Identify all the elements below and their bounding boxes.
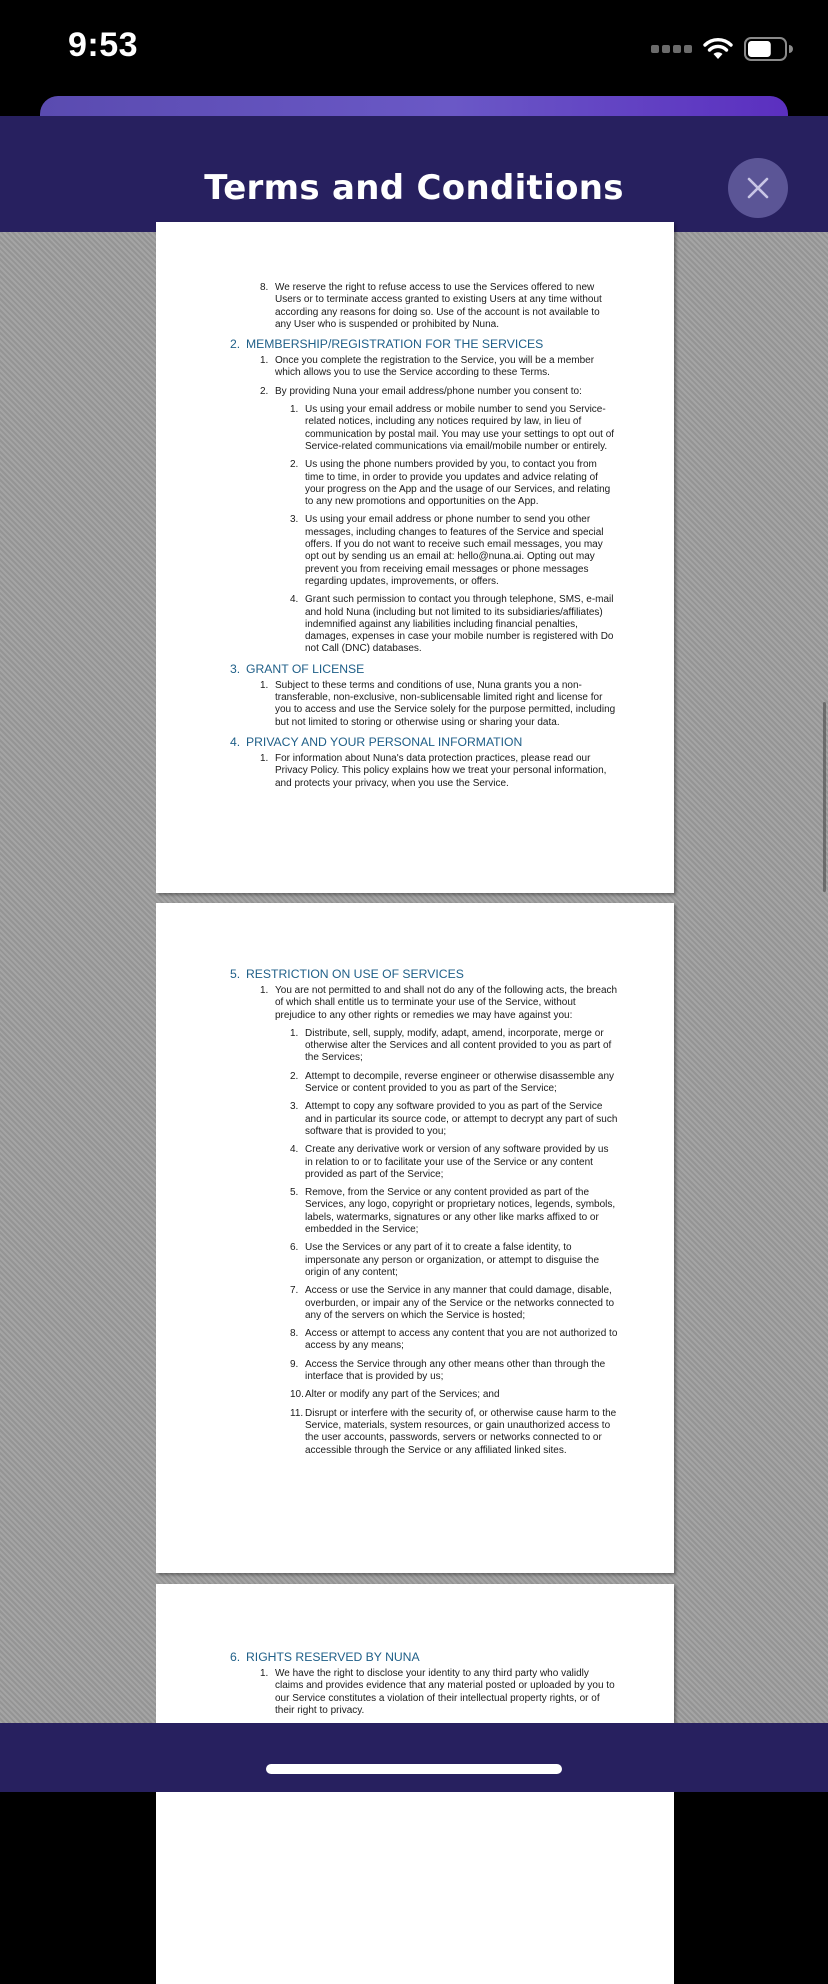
section-number: 4. bbox=[230, 734, 241, 749]
list-item-number: 1. bbox=[260, 752, 269, 764]
modal-header bbox=[0, 116, 828, 232]
document-viewer[interactable] bbox=[0, 232, 828, 1723]
list-item-text: Distribute, sell, supply, modify, adapt, amend, incorporate, merge or otherwise alter the Services and all content provided to you as part of the Services; bbox=[305, 1027, 612, 1064]
bottom-bar bbox=[0, 1723, 828, 1792]
list-item bbox=[290, 1285, 618, 1322]
list-item bbox=[290, 1408, 618, 1457]
list-item bbox=[290, 1071, 618, 1096]
list-item bbox=[260, 753, 618, 790]
list-item-number: 1. bbox=[260, 1668, 269, 1679]
list-item bbox=[260, 355, 618, 380]
list-item-number: 4. bbox=[290, 1144, 299, 1156]
list-item-text: Use the Services or any part of it to create a false identity, to impersonate any person or organization, or attempt to disguise the origin of any content; bbox=[305, 1242, 600, 1278]
list-item bbox=[290, 1389, 618, 1401]
list-item-text: Us using the phone numbers provided by you, to contact you from time to time, in order to provide you updates and advice relating of your progress on the App and the usage of our Services, and relating to any new promotions and opportunities on the App. bbox=[305, 459, 611, 508]
list-item-text: Subject to these terms and conditions of use, Nuna grants you a non-transferable, non-exclusive, non-sublicensable limited right and license for you to access and use the Service solely for the purpose permitted, including but not limited to storing or otherwise using or sharing your data. bbox=[275, 679, 616, 728]
list-item-number: 1. bbox=[260, 679, 269, 691]
list-item-text: We reserve the right to refuse access to use the Services offered to new Users or to terminate access granted to existing Users at any time without according any reasons for doing so. Use of the account is not available to any User who is suspended or prohibited by Nuna. bbox=[275, 282, 602, 330]
list-item-text: Attempt to decompile, reverse engineer or otherwise disassemble any Service or content provided to you as part of the Service; bbox=[305, 1070, 615, 1095]
list-item-text: By providing Nuna your email address/phone number you consent to: bbox=[275, 385, 582, 397]
list-item-text: Grant such permission to contact you through telephone, SMS, e-mail and hold Nuna (including but not limited to its subsidiaries/affiliates) indemnified against any liabilities including financial penalties, damages, expenses in case your mobile number is registered with Do not Call (DNC) databases. bbox=[305, 594, 614, 655]
list-item-text: Access the Service through any other means other than through the interface that is provided by us; bbox=[305, 1358, 606, 1383]
list-item-number: 10. bbox=[290, 1389, 304, 1401]
list-item bbox=[290, 1101, 618, 1138]
cellular-signal-icon bbox=[651, 45, 692, 53]
home-indicator[interactable] bbox=[266, 1764, 562, 1774]
list-item-text: Access or attempt to access any content that you are not authorized to access by any means; bbox=[305, 1328, 618, 1352]
list-item bbox=[290, 594, 618, 655]
list-item-number: 7. bbox=[290, 1285, 299, 1297]
section-heading bbox=[230, 967, 618, 981]
list-item-number: 3. bbox=[290, 514, 299, 526]
section-title: MEMBERSHIP/REGISTRATION FOR THE SERVICES bbox=[246, 337, 544, 352]
list-item-number: 8. bbox=[290, 1328, 299, 1340]
list-item bbox=[260, 282, 618, 331]
page-1-content bbox=[230, 282, 618, 796]
page-2-content bbox=[230, 961, 618, 1463]
section-heading bbox=[230, 337, 618, 351]
list-item-text: Remove, from the Service or any content provided as part of the Services, any logo, copyright or proprietary notices, legends, symbols, labels, watermarks, signatures or any other like marks affixed to or embedded in the Service; bbox=[305, 1187, 616, 1236]
section-title: RIGHTS RESERVED BY NUNA bbox=[246, 1650, 420, 1664]
document-page-1 bbox=[156, 222, 674, 893]
list-item-text: Disrupt or interfere with the security of, or otherwise cause harm to the Service, materials, system resources, or gain unauthorized access to the user accounts, passwords, servers or networks connected to or accessible through the Service or any affiliated linked sites. bbox=[305, 1407, 617, 1456]
list-item-text: You are not permitted to and shall not do any of the following acts, the breach of which shall entitle us to terminate your use of the Service, without prejudice to any other rights or remedies we may have against you: bbox=[275, 985, 618, 1021]
list-item-number: 6. bbox=[290, 1242, 299, 1254]
list-item bbox=[290, 1359, 618, 1384]
list-item bbox=[290, 1028, 618, 1065]
list-item bbox=[290, 1144, 618, 1181]
section-number: 5. bbox=[230, 967, 241, 981]
list-item bbox=[290, 514, 618, 588]
page-title: Terms and Conditions bbox=[204, 168, 624, 208]
list-item bbox=[260, 680, 618, 729]
list-item-number: 1. bbox=[290, 404, 299, 416]
list-item-text: Once you complete the registration to the Service, you will be a member which allows you to use the Service according to these Terms. bbox=[275, 355, 595, 379]
list-item-text: For information about Nuna's data protection practices, please read our Privacy Policy. This policy explains how we treat your personal information, and protects your privacy, when you use the Service. bbox=[275, 752, 607, 789]
list-item-text: Create any derivative work or version of any software provided by us in relation to or to facilitate your use of the Service or any content provided as part of the Service; bbox=[305, 1144, 609, 1180]
document-page-2 bbox=[156, 903, 674, 1573]
list-item bbox=[260, 985, 618, 1022]
list-item-number: 3. bbox=[290, 1101, 299, 1113]
list-item-text: We have the right to disclose your identity to any third party who validly claims and provides evidence that any material posted or uploaded by you to our Service constitutes a violation of their intellectual property rights, or of their right to privacy. bbox=[275, 1668, 615, 1716]
close-icon bbox=[746, 176, 770, 200]
list-item-number: 2. bbox=[290, 1070, 299, 1082]
list-item-number: 1. bbox=[290, 1027, 299, 1039]
section-number: 6. bbox=[230, 1650, 241, 1664]
section-heading bbox=[230, 735, 618, 749]
list-item-number: 1. bbox=[260, 985, 269, 996]
status-icons bbox=[651, 36, 794, 62]
wifi-icon bbox=[702, 37, 734, 61]
status-bar bbox=[0, 0, 828, 96]
list-item-number: 4. bbox=[290, 594, 299, 606]
list-item-text: Alter or modify any part of the Services; and bbox=[305, 1389, 500, 1401]
status-time: 9:53 bbox=[68, 26, 139, 64]
scrollbar[interactable] bbox=[823, 702, 826, 892]
list-item bbox=[290, 404, 618, 453]
list-item bbox=[290, 1242, 618, 1279]
battery-icon bbox=[744, 36, 794, 62]
list-item-text: Us using your email address or mobile number to send you Service-related notices, including any notices required by law, in lieu of communication by postal mail. You may use your settings to opt out of Service-related communications via email/mobile number or entirely. bbox=[305, 404, 615, 452]
section-title: GRANT OF LICENSE bbox=[246, 661, 365, 676]
list-item bbox=[290, 459, 618, 508]
list-item-text: Attempt to copy any software provided to you as part of the Service and in particular its source code, or attempt to decrypt any part of such software that is provided to you; bbox=[305, 1101, 618, 1137]
list-item-number: 5. bbox=[290, 1187, 299, 1199]
list-item-text: Us using your email address or phone number to send you other messages, including changes to features of the Service and special offers. If you do not want to receive such email messages, you may opt out by sending us an email at: hello@nuna.ai. Opting out may prevent you from receiving email messages or phone messages regarding updates, improvements, or offers. bbox=[305, 514, 604, 587]
list-item-number: 11. bbox=[290, 1407, 304, 1419]
terms-modal bbox=[0, 116, 828, 1792]
list-item bbox=[260, 386, 618, 398]
list-item-text: Access or use the Service in any manner that could damage, disable, overburden, or impair any of the Service or the networks connected to any of the servers on which the Service is hosted; bbox=[305, 1285, 615, 1321]
section-title: PRIVACY AND YOUR PERSONAL INFORMATION bbox=[246, 734, 523, 749]
list-item-number: 2. bbox=[260, 385, 269, 397]
list-item-number: 9. bbox=[290, 1358, 299, 1370]
list-item bbox=[290, 1328, 618, 1353]
section-title: RESTRICTION ON USE OF SERVICES bbox=[246, 967, 464, 981]
list-item-number: 2. bbox=[290, 459, 299, 471]
list-item bbox=[260, 1668, 618, 1717]
section-number: 2. bbox=[230, 337, 241, 352]
section-heading bbox=[230, 662, 618, 676]
section-number: 3. bbox=[230, 661, 241, 676]
close-button[interactable] bbox=[728, 158, 788, 218]
section-heading bbox=[230, 1650, 618, 1664]
list-item-number: 1. bbox=[260, 355, 269, 367]
list-item-number: 8. bbox=[260, 282, 269, 293]
list-item bbox=[290, 1187, 618, 1236]
